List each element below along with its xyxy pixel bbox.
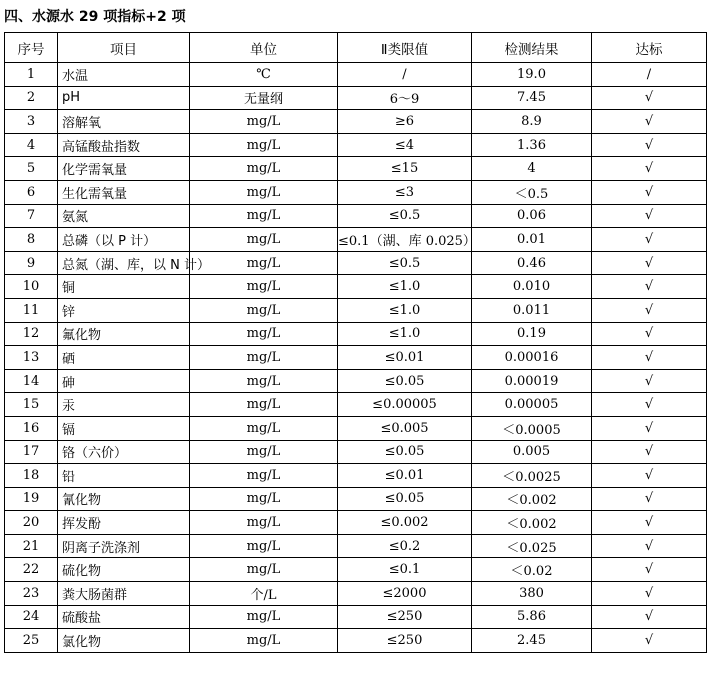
cell-limit: ≤15 [338, 157, 472, 181]
table-row [5, 180, 707, 204]
cell-compliance: √ [592, 487, 707, 511]
cell-limit: ≤2000 [338, 582, 472, 606]
cell-result: 2.45 [472, 629, 592, 653]
cell-unit: mg/L [190, 534, 338, 558]
cell-item: 化学需氧量 [58, 157, 190, 181]
cell-limit: ≤0.05 [338, 440, 472, 464]
cell-unit: mg/L [190, 605, 338, 629]
table-row [5, 322, 707, 346]
cell-result: 19.0 [472, 63, 592, 87]
table-row [5, 157, 707, 181]
cell-item: 硒 [58, 346, 190, 370]
header-unit: 单位 [190, 33, 338, 63]
cell-index: 3 [5, 110, 58, 134]
cell-result: 0.19 [472, 322, 592, 346]
table-row [5, 416, 707, 440]
cell-item: 氯化物 [58, 629, 190, 653]
table-row [5, 346, 707, 370]
cell-result: 0.01 [472, 228, 592, 252]
cell-limit: ≤0.5 [338, 251, 472, 275]
document-title: 四、水源水 29 项指标+2 项 [4, 9, 186, 25]
cell-index: 20 [5, 511, 58, 535]
cell-limit: ≤0.01 [338, 464, 472, 488]
cell-limit: ≤0.005 [338, 416, 472, 440]
cell-result: ＜0.025 [472, 534, 592, 558]
cell-item: 硫化物 [58, 558, 190, 582]
cell-unit: mg/L [190, 464, 338, 488]
cell-limit: ≤4 [338, 133, 472, 157]
cell-limit: ≤0.1 [338, 558, 472, 582]
table-row [5, 369, 707, 393]
cell-unit: mg/L [190, 322, 338, 346]
cell-limit: ≤1.0 [338, 322, 472, 346]
cell-unit: mg/L [190, 558, 338, 582]
water-quality-table [4, 32, 707, 653]
cell-compliance: √ [592, 629, 707, 653]
cell-limit: ≤0.00005 [338, 393, 472, 417]
cell-result: 380 [472, 582, 592, 606]
cell-unit: mg/L [190, 133, 338, 157]
table-row [5, 440, 707, 464]
cell-limit: ≤0.5 [338, 204, 472, 228]
table-row [5, 487, 707, 511]
cell-result: 0.010 [472, 275, 592, 299]
table-row [5, 393, 707, 417]
cell-item: 铬（六价） [58, 440, 190, 464]
cell-unit: mg/L [190, 180, 338, 204]
header-result: 检测结果 [472, 33, 592, 63]
cell-compliance: √ [592, 180, 707, 204]
cell-result: 0.00005 [472, 393, 592, 417]
cell-limit: ≤3 [338, 180, 472, 204]
cell-compliance: √ [592, 86, 707, 110]
cell-unit: mg/L [190, 110, 338, 134]
cell-index: 16 [5, 416, 58, 440]
cell-result: ＜0.0005 [472, 416, 592, 440]
cell-item: 高锰酸盐指数 [58, 133, 190, 157]
cell-index: 23 [5, 582, 58, 606]
cell-result: ＜0.02 [472, 558, 592, 582]
table-row [5, 605, 707, 629]
cell-compliance: √ [592, 298, 707, 322]
cell-index: 10 [5, 275, 58, 299]
cell-result: 5.86 [472, 605, 592, 629]
cell-limit: ≤1.0 [338, 298, 472, 322]
table-row [5, 464, 707, 488]
cell-limit: ≤0.05 [338, 369, 472, 393]
cell-index: 6 [5, 180, 58, 204]
cell-compliance: √ [592, 558, 707, 582]
header-row [5, 33, 707, 63]
cell-unit: mg/L [190, 204, 338, 228]
table-row [5, 558, 707, 582]
cell-item: 阴离子洗涤剂 [58, 534, 190, 558]
cell-index: 12 [5, 322, 58, 346]
table-body [5, 63, 707, 653]
cell-result: 0.00019 [472, 369, 592, 393]
cell-compliance: √ [592, 275, 707, 299]
table-row [5, 298, 707, 322]
cell-result: 0.00016 [472, 346, 592, 370]
cell-item: 硫酸盐 [58, 605, 190, 629]
cell-limit: 6～9 [338, 86, 472, 110]
table-row [5, 251, 707, 275]
cell-compliance: √ [592, 133, 707, 157]
cell-index: 25 [5, 629, 58, 653]
cell-limit: ≤1.0 [338, 275, 472, 299]
cell-index: 13 [5, 346, 58, 370]
cell-item: 总氮（湖、库，以 N 计） [58, 251, 190, 275]
cell-unit: 个/L [190, 582, 338, 606]
cell-item: 汞 [58, 393, 190, 417]
cell-unit: mg/L [190, 440, 338, 464]
cell-index: 5 [5, 157, 58, 181]
cell-index: 7 [5, 204, 58, 228]
cell-index: 4 [5, 133, 58, 157]
cell-item: 铜 [58, 275, 190, 299]
cell-unit: mg/L [190, 275, 338, 299]
cell-index: 22 [5, 558, 58, 582]
cell-limit: ≤250 [338, 605, 472, 629]
cell-item: 溶解氧 [58, 110, 190, 134]
cell-item: 铅 [58, 464, 190, 488]
cell-result: 8.9 [472, 110, 592, 134]
cell-result: 1.36 [472, 133, 592, 157]
cell-index: 1 [5, 63, 58, 87]
cell-unit: mg/L [190, 487, 338, 511]
cell-index: 18 [5, 464, 58, 488]
header-item: 项目 [58, 33, 190, 63]
cell-item: 水温 [58, 63, 190, 87]
cell-compliance: √ [592, 204, 707, 228]
cell-result: ＜0.002 [472, 511, 592, 535]
cell-index: 14 [5, 369, 58, 393]
cell-item: 挥发酚 [58, 511, 190, 535]
cell-compliance: √ [592, 157, 707, 181]
cell-compliance: √ [592, 511, 707, 535]
cell-item: 总磷（以 P 计） [58, 228, 190, 252]
cell-item: 氟化物 [58, 322, 190, 346]
cell-unit: mg/L [190, 416, 338, 440]
cell-index: 21 [5, 534, 58, 558]
cell-unit: mg/L [190, 369, 338, 393]
cell-index: 11 [5, 298, 58, 322]
cell-compliance: √ [592, 582, 707, 606]
cell-item: 氰化物 [58, 487, 190, 511]
cell-result: 7.45 [472, 86, 592, 110]
cell-item: 镉 [58, 416, 190, 440]
cell-item: 氨氮 [58, 204, 190, 228]
cell-limit: ≥6 [338, 110, 472, 134]
cell-limit: ≤0.01 [338, 346, 472, 370]
cell-unit: mg/L [190, 228, 338, 252]
cell-compliance: √ [592, 605, 707, 629]
cell-compliance: √ [592, 322, 707, 346]
cell-index: 17 [5, 440, 58, 464]
cell-compliance: √ [592, 110, 707, 134]
cell-result: ＜0.5 [472, 180, 592, 204]
cell-result: 0.06 [472, 204, 592, 228]
cell-index: 19 [5, 487, 58, 511]
cell-result: ＜0.0025 [472, 464, 592, 488]
cell-compliance: √ [592, 346, 707, 370]
cell-limit: ≤0.002 [338, 511, 472, 535]
cell-unit: mg/L [190, 251, 338, 275]
table-row [5, 275, 707, 299]
cell-limit: / [338, 63, 472, 87]
cell-unit: ℃ [190, 63, 338, 87]
table-row [5, 133, 707, 157]
cell-unit: mg/L [190, 298, 338, 322]
cell-result: 0.011 [472, 298, 592, 322]
cell-item: 锌 [58, 298, 190, 322]
cell-compliance: √ [592, 464, 707, 488]
cell-limit: ≤0.1（湖、库 0.025） [338, 228, 472, 252]
cell-item: pH [58, 86, 190, 110]
cell-item: 粪大肠菌群 [58, 582, 190, 606]
cell-unit: mg/L [190, 629, 338, 653]
cell-compliance: √ [592, 416, 707, 440]
cell-result: 0.46 [472, 251, 592, 275]
table-row [5, 86, 707, 110]
cell-compliance: √ [592, 393, 707, 417]
cell-unit: mg/L [190, 346, 338, 370]
table-row [5, 582, 707, 606]
cell-index: 9 [5, 251, 58, 275]
header-compliance: 达标 [592, 33, 707, 63]
table-row [5, 534, 707, 558]
cell-unit: mg/L [190, 157, 338, 181]
cell-index: 2 [5, 86, 58, 110]
table-row [5, 228, 707, 252]
cell-result: 0.005 [472, 440, 592, 464]
cell-result: ＜0.002 [472, 487, 592, 511]
cell-item: 砷 [58, 369, 190, 393]
header-index: 序号 [5, 33, 58, 63]
cell-compliance: √ [592, 369, 707, 393]
cell-compliance: √ [592, 440, 707, 464]
cell-limit: ≤0.2 [338, 534, 472, 558]
cell-result: 4 [472, 157, 592, 181]
cell-index: 8 [5, 228, 58, 252]
table-row [5, 629, 707, 653]
cell-compliance: √ [592, 534, 707, 558]
table-row [5, 511, 707, 535]
cell-compliance: √ [592, 228, 707, 252]
cell-limit: ≤250 [338, 629, 472, 653]
table-row [5, 63, 707, 87]
cell-unit: mg/L [190, 511, 338, 535]
cell-index: 15 [5, 393, 58, 417]
cell-item: 生化需氧量 [58, 180, 190, 204]
cell-unit: mg/L [190, 393, 338, 417]
cell-limit: ≤0.05 [338, 487, 472, 511]
cell-compliance: √ [592, 251, 707, 275]
header-limit: Ⅱ类限值 [338, 33, 472, 63]
cell-unit: 无量纲 [190, 86, 338, 110]
table-row [5, 204, 707, 228]
table-row [5, 110, 707, 134]
cell-index: 24 [5, 605, 58, 629]
cell-compliance: / [592, 63, 707, 87]
